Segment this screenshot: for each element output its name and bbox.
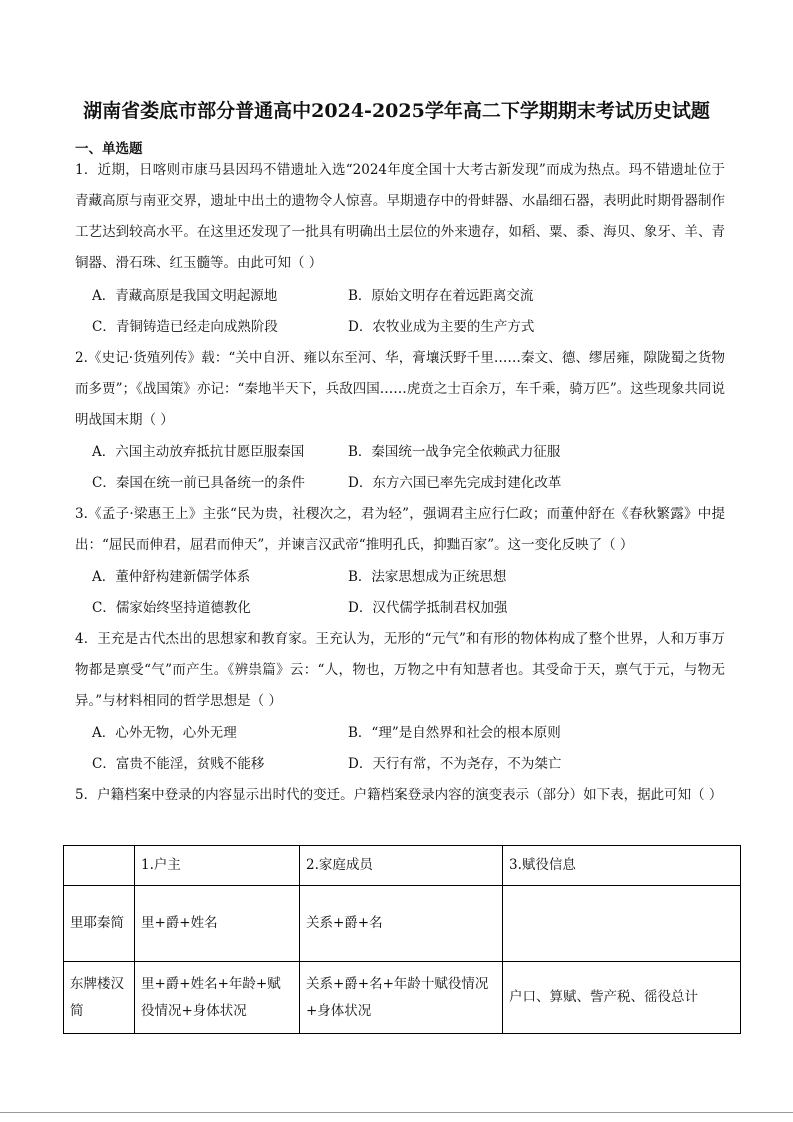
- option-c: C．秦国在统一前已具备统一的条件: [92, 475, 305, 491]
- table-cell: 里耶秦简: [64, 886, 135, 962]
- question-2: [75, 343, 725, 436]
- question-2-options: [92, 437, 712, 499]
- page-title: 湖南省娄底市部分普通高中2024-2025学年高二下学期期末考试历史试题: [83, 100, 710, 122]
- option-a: A．董仲舒构建新儒学体系: [92, 569, 251, 585]
- option-c: C．富贵不能淫，贫贱不能移: [92, 756, 265, 772]
- table-cell: 关系+爵+名+年龄十赋役情况+身体状况: [300, 962, 503, 1034]
- table-header-cell: [64, 846, 135, 886]
- option-d: D．农牧业成为主要的生产方式: [348, 319, 535, 335]
- question-5: [75, 780, 725, 811]
- table-header-row: [64, 846, 741, 886]
- option-a: A．六国主动放弃抵抗甘愿臣服秦国: [92, 444, 305, 460]
- question-4: [75, 624, 725, 717]
- table-row: [64, 886, 741, 962]
- page-bottom-divider: [0, 1112, 793, 1113]
- table-header-cell: 1.户主: [135, 846, 300, 886]
- section-heading: 一、单选题: [75, 141, 143, 157]
- household-register-table: [63, 845, 741, 1034]
- option-b: B．“理”是自然界和社会的根本原则: [348, 725, 561, 741]
- question-text: 1．近期，日喀则市康马县因玛不错遗址入选“2024年度全国十大考古新发现”而成为热点。玛不错遗址位于青藏高原与南亚交界，遗址中出土的遗物令人惊喜。早期遗存中的骨蚌器、水晶细石器，表明此时期骨器制作工艺达到较高水平。在这里还发现了一批具有明确出土层位的外来遗存，如稻、粟、黍、海贝、象牙、羊、青铜器、滑石珠、红玉髓等。由此可知（ ）: [75, 162, 725, 271]
- question-text: 5．户籍档案中登录的内容显示出时代的变迁。户籍档案登录内容的演变表示（部分）如下表，据此可知（ ）: [75, 787, 723, 803]
- option-c: C．青铜铸造已经走向成熟阶段: [92, 319, 278, 335]
- option-b: B．原始文明存在着远距离交流: [348, 288, 534, 304]
- question-1: [75, 155, 725, 279]
- table-header-cell: 3.赋役信息: [503, 846, 741, 886]
- question-3-options: [92, 562, 712, 624]
- option-b: B．秦国统一战争完全依赖武力征服: [348, 444, 561, 460]
- question-text: 3.《孟子·梁惠王上》主张“民为贵，社稷次之，君为轻”，强调君主应行仁政；而董仲舒在《春秋繁露》中提出：“屈民而伸君，屈君而伸天”，并谏言汉武帝“推明孔氏，抑黜百家”。这一变化反映了（ ）: [75, 506, 725, 553]
- question-text: 4．王充是古代杰出的思想家和教育家。王充认为，无形的“元气”和有形的物体构成了整个世界，人和万事万物都是禀受“气”而产生。《辨祟篇》云：“人，物也，万物之中有知慧者也。其受命于天，禀气于元，与物无异。”与材料相同的哲学思想是（ ）: [75, 631, 725, 709]
- table-cell: [503, 886, 741, 962]
- table-row: [64, 962, 741, 1034]
- option-a: A．青藏高原是我国文明起源地: [92, 288, 278, 304]
- option-b: B．法家思想成为正统思想: [348, 569, 507, 585]
- table-cell: 关系+爵+名: [300, 886, 503, 962]
- table-cell: 里+爵+姓名+年龄+赋役情况+身体状况: [135, 962, 300, 1034]
- table-cell: 里+爵+姓名: [135, 886, 300, 962]
- question-1-options: [92, 281, 712, 343]
- question-text: 2.《史记·货殖列传》载：“关中自汧、雍以东至河、华，膏壤沃野千里……秦文、德、缪居雍，隙陇蜀之货物而多贾”；《战国策》亦记：“秦地半天下，兵敌四国……虎贲之士百余万，车千乘，骑万匹”。这些现象共同说明战国末期（ ）: [75, 350, 725, 428]
- table-cell: 户口、算赋、訾产税、徭役总计: [503, 962, 741, 1034]
- table-cell: 东牌楼汉简: [64, 962, 135, 1034]
- question-3: [75, 499, 725, 561]
- option-d: D．汉代儒学抵制君权加强: [348, 600, 508, 616]
- option-c: C．儒家始终坚持道德教化: [92, 600, 251, 616]
- option-a: A．心外无物，心外无理: [92, 725, 237, 741]
- option-d: D．天行有常，不为尧存，不为桀亡: [348, 756, 562, 772]
- option-d: D．东方六国已率先完成封建化改革: [348, 475, 562, 491]
- question-4-options: [92, 718, 712, 780]
- table-header-cell: 2.家庭成员: [300, 846, 503, 886]
